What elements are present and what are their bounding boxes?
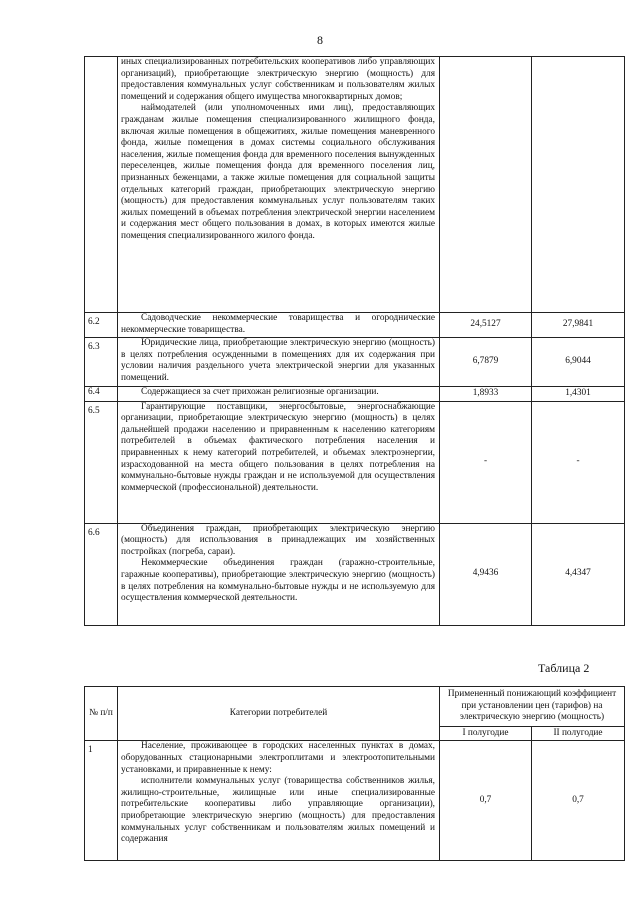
header-category: Категории потребителей bbox=[118, 687, 440, 741]
coef-first-half: 1,8933 bbox=[440, 387, 532, 402]
category-paragraph: Гарантирующие поставщики, энергосбытовые, энергоснабжающие организации, приобретающие электрическую энергию (мощность) в целях дальнейшей продажи населению и приравненным к населению категориям потребителей в объемах фактического потребления населения и приравненных к нему категорий потребителей, и объемах электроэнергии, израсходованной на места общего пользования в целях потребления на коммунально-бытовые нужды граждан и не используемой для осуществления коммерческой (профессиональной) деятельности. bbox=[121, 401, 435, 493]
coef-first-half: 24,5127 bbox=[440, 313, 532, 338]
consumer-category bbox=[118, 741, 440, 861]
coef-first-half: 4,9436 bbox=[440, 523, 532, 625]
table-caption: Таблица 2 bbox=[538, 661, 590, 675]
header-row bbox=[85, 687, 625, 727]
table-row bbox=[85, 741, 625, 861]
coef-first-half: 0,7 bbox=[440, 741, 532, 861]
table-row bbox=[85, 313, 625, 338]
consumer-category bbox=[118, 523, 440, 625]
consumer-category bbox=[118, 401, 440, 523]
category-paragraph: исполнители коммунальных услуг (товарищества собственников жилья, жилищно-строительные, жилищные или иные специализированные потребительские кооперативы либо управляющие организации), приобретающие электрическую энергию (мощность) для предоставления коммунальных услуг собственникам и пользователям жилых помещений и содержания bbox=[121, 776, 435, 845]
tariff-coefficients-table bbox=[84, 56, 625, 626]
coef-second-half: 27,9841 bbox=[532, 313, 625, 338]
header-first-half: I полугодие bbox=[440, 726, 532, 741]
coef-first-half: 6,7879 bbox=[440, 338, 532, 387]
page-number: 8 bbox=[317, 33, 323, 47]
consumer-category bbox=[118, 387, 440, 402]
coef-first-half bbox=[440, 57, 532, 313]
coef-second-half: - bbox=[532, 401, 625, 523]
row-number: 1 bbox=[85, 741, 118, 861]
coef-first-half: - bbox=[440, 401, 532, 523]
row-number bbox=[85, 57, 118, 313]
consumer-category bbox=[118, 57, 440, 313]
header-number: № п/п bbox=[85, 687, 118, 741]
coef-second-half: 4,4347 bbox=[532, 523, 625, 625]
header-second-half: II полугодие bbox=[532, 726, 625, 741]
coef-second-half: 6,9044 bbox=[532, 338, 625, 387]
table-row bbox=[85, 401, 625, 523]
row-number: 6.3 bbox=[85, 338, 118, 387]
consumer-category bbox=[118, 338, 440, 387]
table-row bbox=[85, 57, 625, 313]
category-paragraph: наймодателей (или уполномоченных ими лиц), предоставляющих гражданам жилые помещения специализированного жилищного фонда, включая жилые помещения в общежитиях, жилые помещения маневренного фонда, жилые помещения в домах системы социального обслуживания населения, жилые помещения фонда для временного поселения вынужденных переселенцев, жилые помещения фонда для временного поселения лиц, признанных беженцами, а также жилые помещения для социальной защиты отдельных категорий граждан, приобретающих электрическую энергию (мощность) для предоставления коммунальных услуг пользователям таких жилых помещений в объемах потребления электрической энергии населением и содержания мест общего пользования в домах, в которых имеются жилые помещения специализированного жилого фонда. bbox=[121, 103, 435, 241]
row-number: 6.5 bbox=[85, 401, 118, 523]
coef-second-half bbox=[532, 57, 625, 313]
row-number: 6.4 bbox=[85, 387, 118, 402]
category-paragraph: Население, проживающее в городских населенных пунктах в домах, оборудованных стационарными электроплитами и электроотопительными установками, и приравненные к нему: bbox=[121, 741, 435, 775]
category-paragraph: иных специализированных потребительских кооперативов либо управляющих организаций), приобретающие электрическую энергию (мощность) для предоставления коммунальных услуг собственникам и пользователям жилых помещений и содержания общего имущества многоквартирных домов; bbox=[121, 57, 435, 102]
coef-second-half: 1,4301 bbox=[532, 387, 625, 402]
table-row bbox=[85, 523, 625, 625]
category-paragraph: Объединения граждан, приобретающих электрическую энергию (мощность) для использования в принадлежащих им хозяйственных постройках (погреба, сараи). bbox=[121, 523, 435, 557]
table-row bbox=[85, 387, 625, 402]
reduction-coefficients-table bbox=[84, 686, 625, 861]
table-row bbox=[85, 338, 625, 387]
consumer-category bbox=[118, 313, 440, 338]
category-paragraph: Юридические лица, приобретающие электрическую энергию (мощность) в целях потребления осужденными в помещениях для их содержания при условии наличия раздельного учета электрической энергии для указанных помещений. bbox=[121, 338, 435, 383]
row-number: 6.6 bbox=[85, 523, 118, 625]
coef-second-half: 0,7 bbox=[532, 741, 625, 861]
category-paragraph: Садоводческие некоммерческие товарищества и огороднические некоммерческие товарищества. bbox=[121, 313, 435, 335]
category-paragraph: Содержащиеся за счет прихожан религиозные организации. bbox=[141, 387, 379, 397]
header-coefficient: Примененный понижающий коэффициент при установлении цен (тарифов) на электрическую энергию (мощность) bbox=[440, 687, 625, 727]
row-number: 6.2 bbox=[85, 313, 118, 338]
category-paragraph: Некоммерческие объединения граждан (гаражно-строительные, гаражные кооперативы), приобретающие электрическую энергию (мощность) в целях потребления на коммунально-бытовые нужды и не используемую для осуществления коммерческой деятельности. bbox=[121, 558, 435, 604]
